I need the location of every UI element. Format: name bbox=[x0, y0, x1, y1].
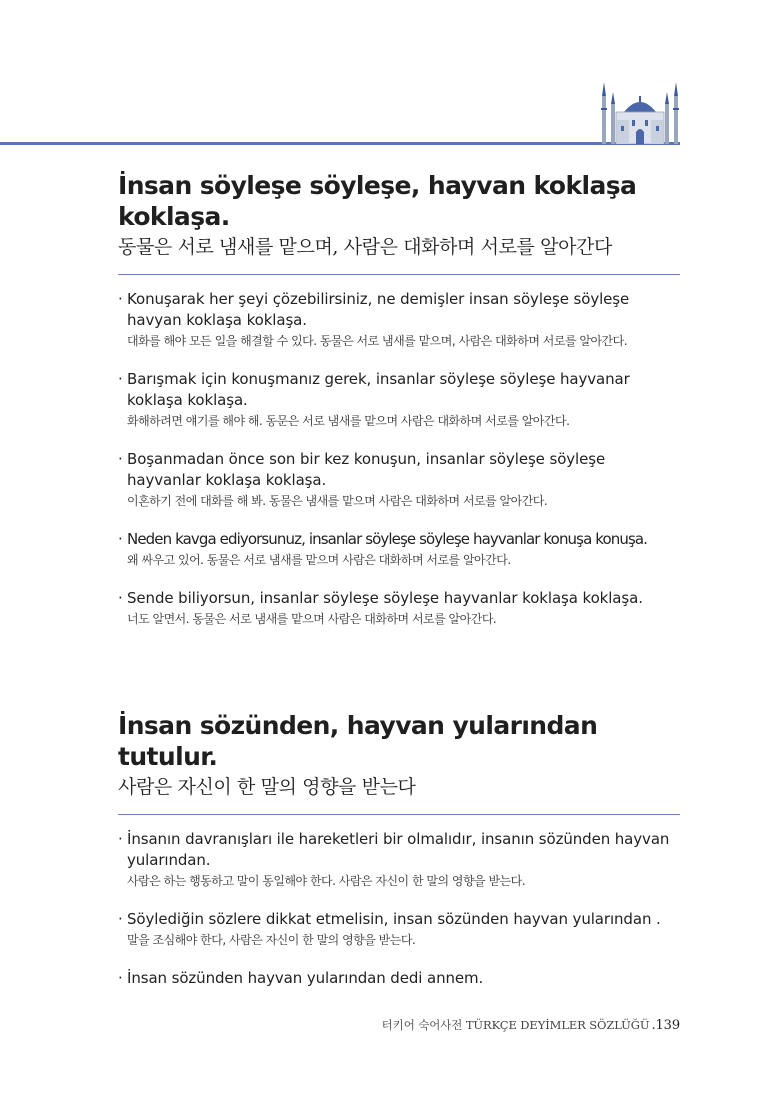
page-footer bbox=[382, 1017, 680, 1033]
example-turkish: İnsanın davranışları ile hareketleri bir olmalıdır, insanın sözünden hayvan yularından. bbox=[127, 830, 670, 869]
idiom-meaning: 동물은 서로 냄새를 맡으며, 사람은 대화하며 서로를 알아간다 bbox=[118, 236, 612, 258]
example-korean: 화해하려면 얘기를 해야 해. 동문은 서로 냄새를 맡으며 사람은 대화하며 서로를 알아간다. bbox=[127, 414, 570, 428]
example-turkish: Konuşarak her şeyi çözebilirsiniz, ne demişler insan söyleşe söyleşe havyan koklaşa koklaşa. bbox=[127, 290, 630, 329]
example-item bbox=[118, 588, 680, 629]
example-turkish: Söylediğin sözlere dikkat etmelisin, insan sözünden hayvan yularından . bbox=[127, 910, 661, 928]
example-turkish: Barışmak için konuşmanız gerek, insanlar söyleşe söyleşe hayvanar koklaşa koklaşa. bbox=[127, 370, 630, 409]
divider bbox=[118, 274, 680, 275]
page-number: .139 bbox=[651, 1018, 680, 1033]
bullet: · bbox=[118, 969, 123, 987]
example-item bbox=[118, 289, 680, 351]
example-turkish: Neden kavga ediyorsunuz, insanlar söyleşe söyleşe hayvanlar konuşa konuşa. bbox=[127, 530, 648, 548]
example-korean: 왜 싸우고 있어. 동물은 서로 냄새를 맡으며 사람은 대화하며 서로를 알아간다. bbox=[127, 553, 511, 567]
bullet: · bbox=[118, 589, 123, 607]
divider bbox=[118, 814, 680, 815]
bullet: · bbox=[118, 830, 123, 848]
idiom-title: İnsan sözünden, hayvan yularından tutulur. bbox=[118, 711, 598, 771]
example-item bbox=[118, 449, 680, 511]
example-item bbox=[118, 829, 680, 891]
idiom-title: İnsan söyleşe söyleşe, hayvan koklaşa koklaşa. bbox=[118, 171, 637, 231]
example-item bbox=[118, 909, 680, 950]
bullet: · bbox=[118, 910, 123, 928]
mosque-icon bbox=[598, 74, 682, 144]
example-korean: 이혼하기 전에 대화를 해 봐. 동물은 냄새를 맡으며 사람은 대화하며 서로를 알아간다. bbox=[127, 494, 548, 508]
example-turkish: Boşanmadan önce son bir kez konuşun, insanlar söyleşe söyleşe hayvanlar koklaşa koklaşa. bbox=[127, 450, 606, 489]
example-korean: 사람은 하는 행동하고 말이 동일해야 한다. 사람은 자신이 한 말의 영향을 받는다. bbox=[127, 874, 526, 888]
example-turkish: Sende biliyorsun, insanlar söyleşe söyleşe hayvanlar koklaşa koklaşa. bbox=[127, 589, 643, 607]
footer-title: 터키어 숙어사전 TÜRKÇE DEYİMLER SÖZLÜĞÜ bbox=[381, 1018, 650, 1032]
header-rule bbox=[0, 142, 680, 145]
example-item bbox=[118, 529, 680, 570]
example-korean: 대화를 해야 모든 일을 해결할 수 있다. 동물은 서로 냄새를 맡으며, 사람은 대화하며 서로를 알아간다. bbox=[127, 334, 628, 348]
bullet: · bbox=[118, 450, 123, 468]
example-turkish: İnsan sözünden hayvan yularından dedi annem. bbox=[127, 969, 484, 987]
example-korean: 말을 조심해야 한다, 사람은 자신이 한 말의 영향을 받는다. bbox=[127, 933, 416, 947]
bullet: · bbox=[118, 370, 123, 388]
bullet: · bbox=[118, 530, 123, 548]
idiom-entry bbox=[118, 170, 680, 629]
bullet: · bbox=[118, 290, 123, 308]
example-item bbox=[118, 968, 680, 989]
idiom-entry bbox=[118, 710, 680, 989]
example-korean: 너도 알면서. 동물은 서로 냄새를 맡으며 사람은 대화하며 서로를 알아간다. bbox=[127, 612, 497, 626]
example-item bbox=[118, 369, 680, 431]
idiom-meaning: 사람은 자신이 한 말의 영향을 받는다 bbox=[118, 776, 416, 798]
